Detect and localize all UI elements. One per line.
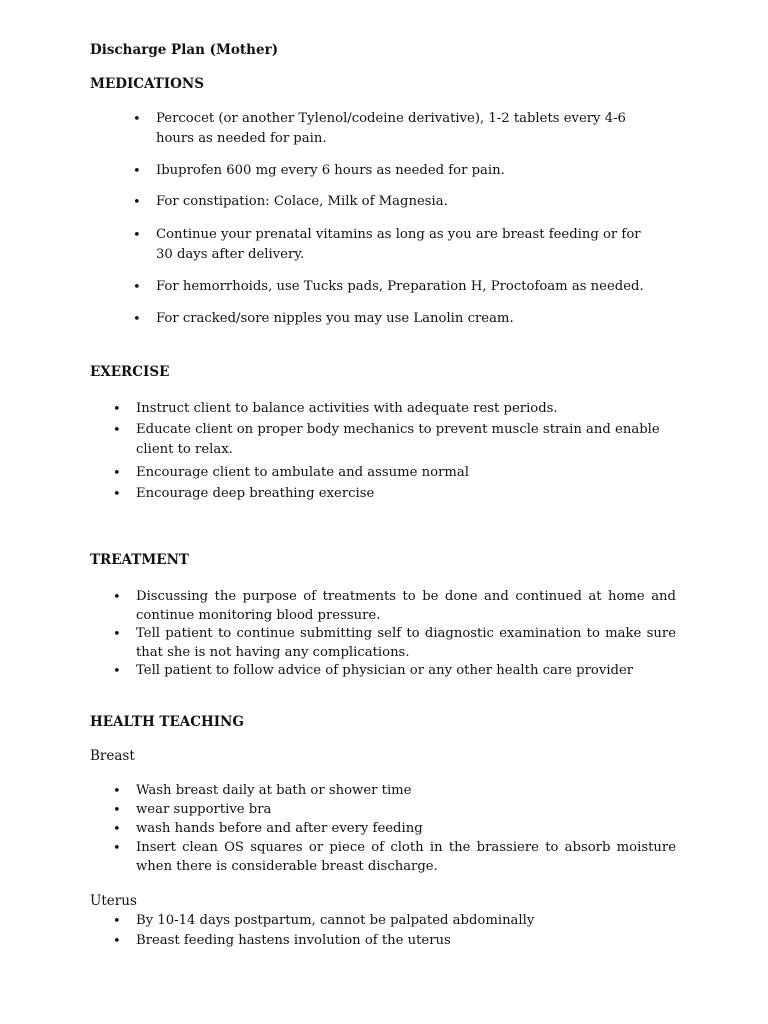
document-title: Discharge Plan (Mother)	[90, 42, 279, 58]
exercise-heading: EXERCISE	[90, 364, 170, 380]
medication-item: Continue your prenatal vitamins as long as you are breast feeding or for 30 days after delivery.	[156, 227, 641, 262]
bullet-icon: •	[113, 841, 121, 856]
bullet-icon: •	[113, 914, 121, 929]
uterus-item: Breast feeding hastens involution of the uterus	[136, 933, 451, 948]
breast-item: Wash breast daily at bath or shower time	[136, 783, 412, 798]
uterus-subheading: Uterus	[90, 893, 137, 909]
bullet-icon: •	[133, 112, 141, 127]
breast-subheading: Breast	[90, 748, 135, 764]
exercise-item: Encourage client to ambulate and assume normal	[136, 465, 469, 480]
exercise-item: Encourage deep breathing exercise	[136, 486, 375, 501]
exercise-item: Instruct client to balance activities with adequate rest periods.	[136, 401, 558, 416]
medication-item: For constipation: Colace, Milk of Magnesia.	[156, 194, 448, 209]
medication-item: For hemorrhoids, use Tucks pads, Preparation H, Proctofoam as needed.	[156, 279, 644, 294]
bullet-icon: •	[113, 590, 121, 605]
bullet-icon: •	[113, 822, 121, 837]
bullet-icon: •	[133, 228, 141, 243]
bullet-icon: •	[133, 280, 141, 295]
bullet-icon: •	[113, 784, 121, 799]
treatment-item: Tell patient to follow advice of physician or any other health care provider	[136, 663, 634, 678]
bullet-icon: •	[133, 195, 141, 210]
health-teaching-heading: HEALTH TEACHING	[90, 714, 244, 730]
bullet-icon: •	[113, 627, 121, 642]
medication-item: Ibuprofen 600 mg every 6 hours as needed for pain.	[156, 163, 505, 178]
medications-heading: MEDICATIONS	[90, 76, 204, 92]
breast-item: wear supportive bra	[136, 802, 272, 817]
treatment-item: Tell patient to continue submitting self to diagnostic examination to make sure that she is not having any complications.	[136, 626, 676, 660]
exercise-item: Educate client on proper body mechanics to prevent muscle strain and enable client to relax.	[136, 422, 660, 457]
treatment-item: Discussing the purpose of treatments to be done and continued at home and continue monitoring blood pressure.	[136, 589, 676, 623]
bullet-icon: •	[113, 423, 121, 438]
bullet-icon: •	[113, 934, 121, 949]
treatment-heading: TREATMENT	[90, 552, 189, 568]
bullet-icon: •	[133, 164, 141, 179]
bullet-icon: •	[113, 487, 121, 502]
bullet-icon: •	[113, 803, 121, 818]
bullet-icon: •	[113, 402, 121, 417]
bullet-icon: •	[133, 312, 141, 327]
bullet-icon: •	[113, 466, 121, 481]
uterus-item: By 10-14 days postpartum, cannot be palpated abdominally	[136, 913, 535, 928]
breast-item: Insert clean OS squares or piece of cloth in the brassiere to absorb moisture when there is considerable breast discharge.	[136, 840, 676, 874]
breast-item: wash hands before and after every feeding	[136, 821, 423, 836]
medication-item: For cracked/sore nipples you may use Lanolin cream.	[156, 311, 514, 326]
bullet-icon: •	[113, 664, 121, 679]
medication-item: Percocet (or another Tylenol/codeine derivative), 1-2 tablets every 4-6 hours as needed for pain.	[156, 111, 626, 146]
